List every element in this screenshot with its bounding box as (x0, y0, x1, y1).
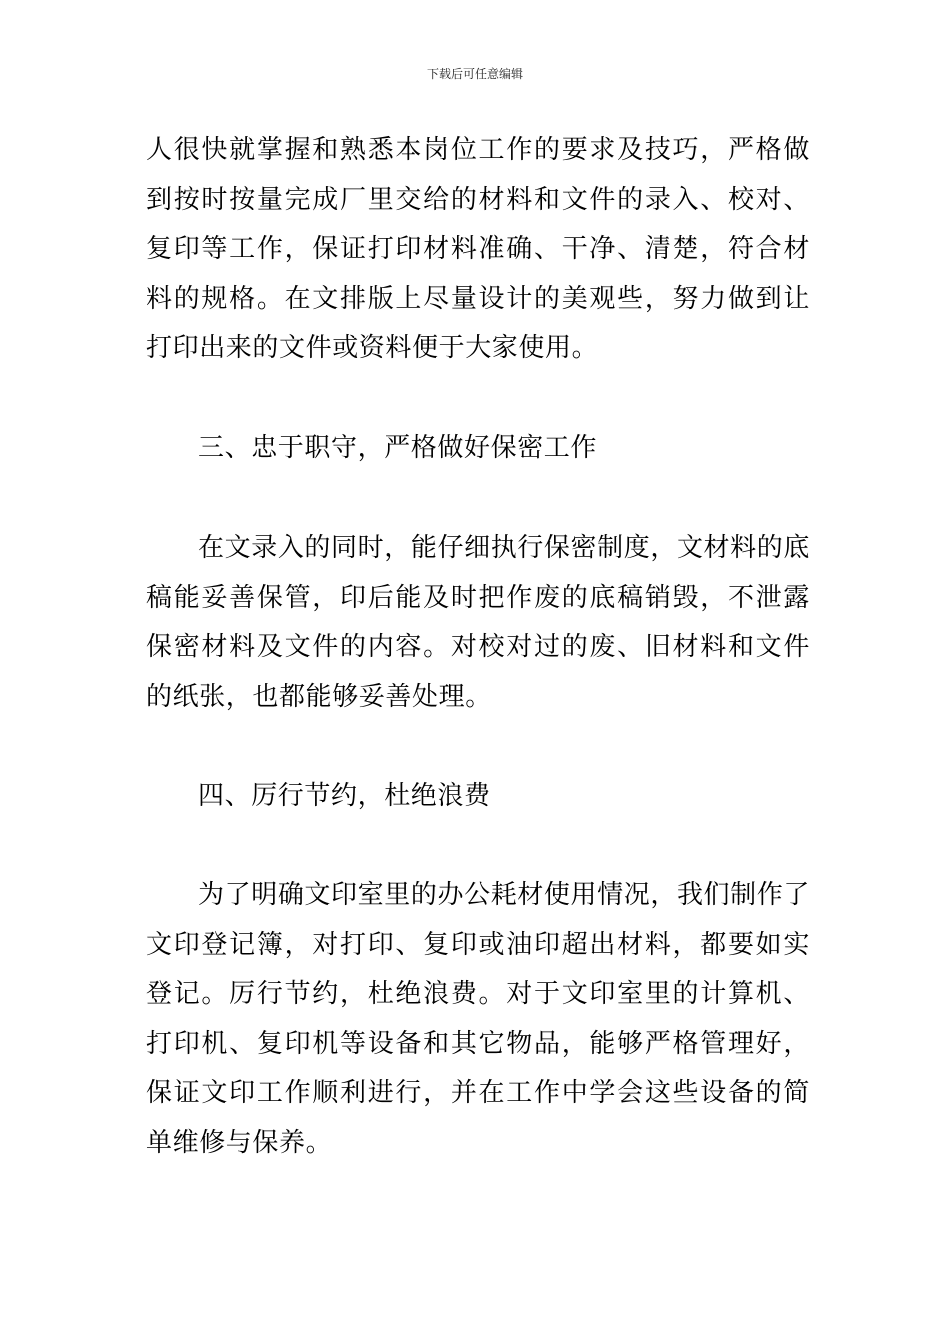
section-heading-3: 三、忠于职守，严格做好保密工作 (198, 433, 598, 463)
paragraph-continued: 人很快就掌握和熟悉本岗位工作的要求及技巧，严格做到按时按量完成厂里交给的材料和文件的录入、校对、复印等工作，保证打印材料准确、干净、清楚，符合材料的规格。在文排版上尽量设计的美观些，努力做到让打印出来的文件或资料便于大家使用。 (146, 135, 810, 363)
paragraph-confidentiality: 在文录入的同时，能仔细执行保密制度，文材料的底稿能妥善保管，印后能及时把作废的底稿销毁，不泄露保密材料及文件的内容。对校对过的废、旧材料和文件的纸张，也都能够妥善处理。 (146, 533, 810, 712)
header-note: 下载后可任意编辑 (426, 67, 523, 81)
section-heading-4: 四、厉行节约，杜绝浪费 (198, 781, 491, 811)
paragraph-economy: 为了明确文印室里的办公耗材使用情况，我们制作了文印登记簿，对打印、复印或油印超出材料，都要如实登记。厉行节约，杜绝浪费。对于文印室里的计算机、打印机、复印机等设备和其它物品，能够严格管理好，保证文印工作顺利进行，并在工作中学会这些设备的简单维修与保养。 (146, 880, 810, 1158)
